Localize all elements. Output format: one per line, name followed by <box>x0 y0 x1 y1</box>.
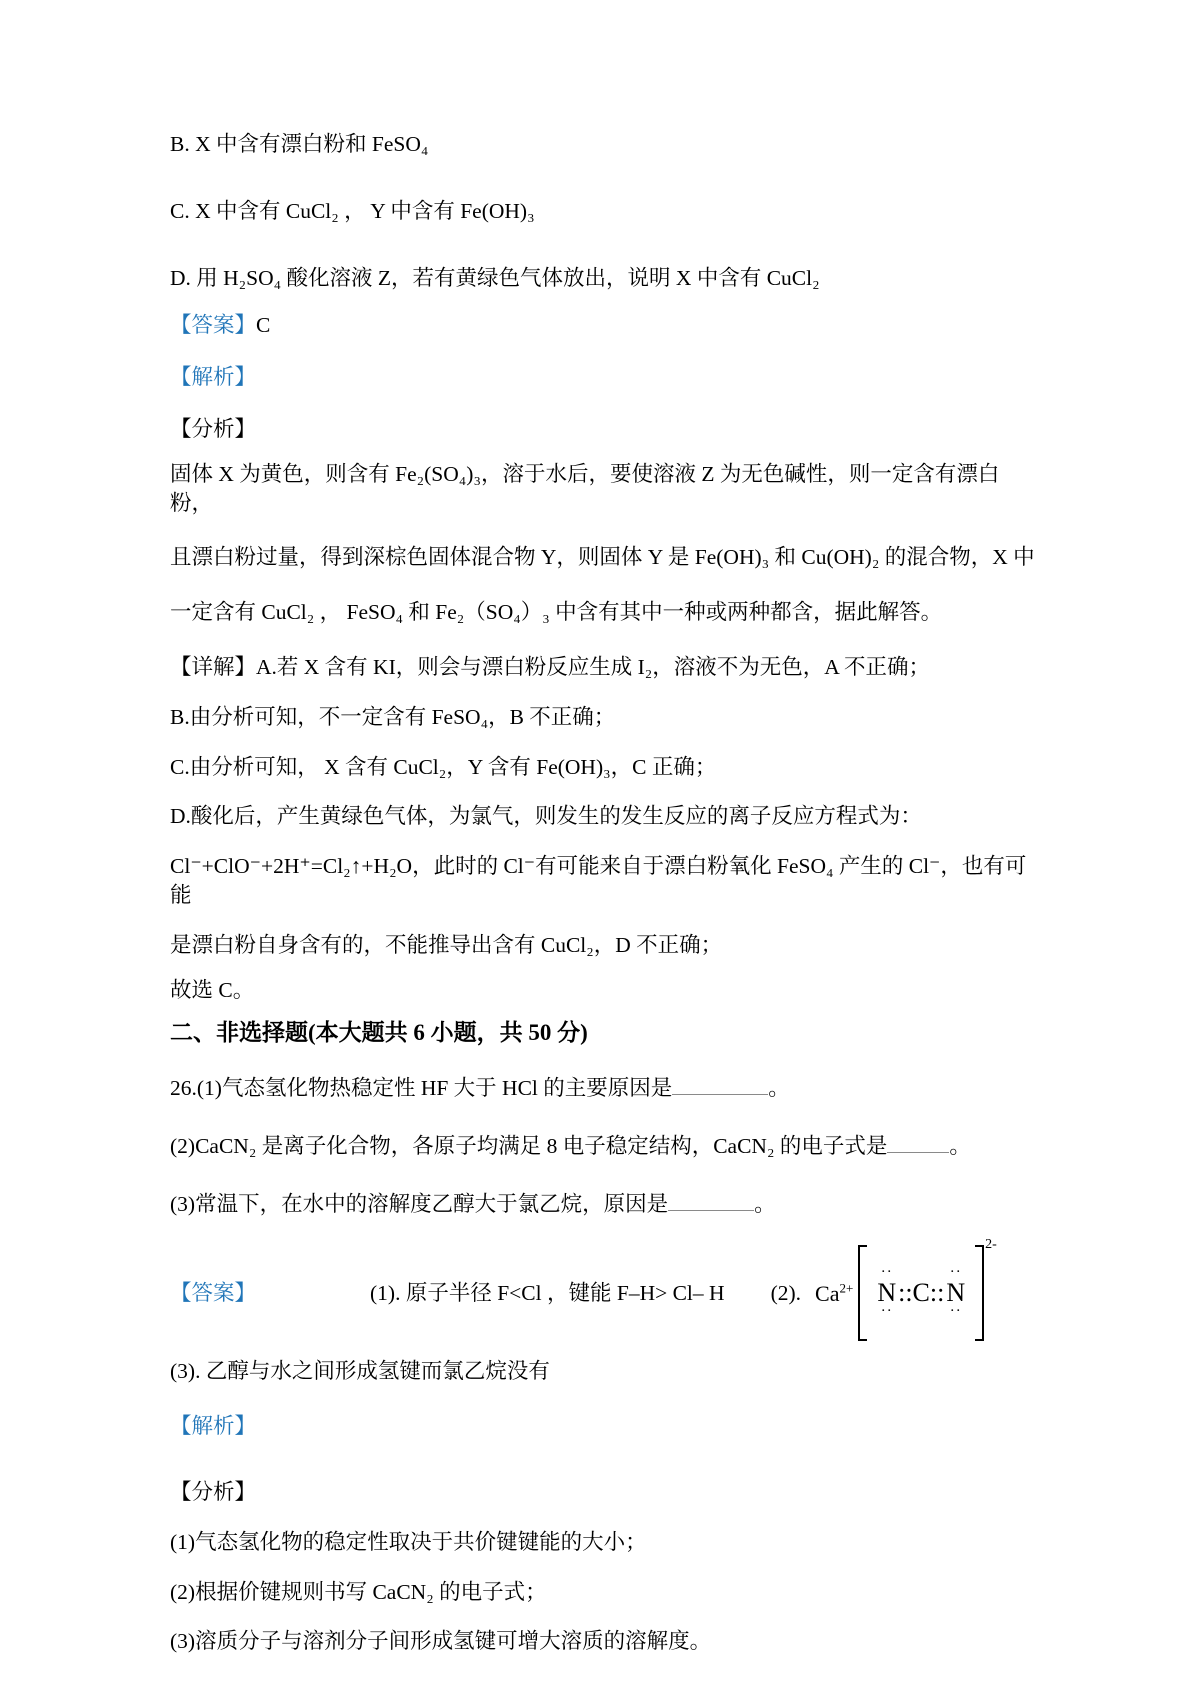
analysis-line: (3)溶质分子与溶剂分子间形成氢键可增大溶质的溶解度。 <box>170 1629 712 1654</box>
lone-pair-dots: ·· <box>880 1308 893 1318</box>
question-26-part2 <box>170 1130 1042 1161</box>
analysis-line: (1)气态氢化物的稳定性取决于共价键键能的大小； <box>170 1529 647 1554</box>
analysis-line: 一定含有 CuCl₂ ， FeSO₄ 和 Fe₂（SO₄）₃ 中含有其中一种或两种都含，据此解答。 <box>170 600 943 625</box>
cation-charge: 2+ <box>839 1280 854 1296</box>
answer-blank <box>672 1072 768 1095</box>
electron-formula <box>815 1237 997 1341</box>
detail-line: Cl⁻+ClO⁻+2H⁺=Cl₂↑+H₂O，此时的 Cl⁻有可能来自于漂白粉氧化 FeSO₄ 产生的 Cl⁻，也有可能 <box>170 854 1027 907</box>
fenxi-label-q26: 【分析】 <box>170 1479 257 1504</box>
calcium-cation <box>815 1279 853 1308</box>
lone-pair-dots: ·· <box>949 1269 962 1279</box>
bond-electrons: ::C:: <box>898 1278 945 1308</box>
answer-line-q26 <box>170 1237 1042 1341</box>
question-text: (3)常温下，在水中的溶解度乙醇大于氯乙烷，原因是 <box>170 1191 669 1216</box>
answer-part1: (1). 原子半径 F<Cl ，键能 F–H> Cl– H <box>370 1280 725 1305</box>
nitrogen-atom <box>877 1269 896 1317</box>
detail-line: D.酸化后，产生黄绿色气体，为氯气，则发生的发生反应的离子反应方程式为： <box>170 804 922 829</box>
question-text: 。 <box>754 1191 776 1216</box>
atom-symbol: N <box>877 1278 897 1308</box>
atom-symbol: N <box>946 1278 966 1308</box>
analysis-line: 固体 X 为黄色，则含有 Fe₂(SO₄)₃，溶于水后，要使溶液 Z 为无色碱性，则一定含有漂白粉， <box>170 461 1000 515</box>
question-26-part1 <box>170 1072 1042 1103</box>
question-text: 。 <box>949 1133 971 1158</box>
answer-value: C <box>256 313 271 338</box>
lone-pair-dots: ·· <box>949 1308 962 1318</box>
anion-structure <box>867 1269 975 1317</box>
question-text: 26.(1)气态氢化物热稳定性 HF 大于 HCl 的主要原因是 <box>170 1076 673 1101</box>
detail-line: C.由分析可知， X 含有 CuCl₂，Y 含有 Fe(OH)₃，C 正确； <box>170 754 717 779</box>
conclusion-line: 故选 C。 <box>170 977 255 1002</box>
answer-blank <box>668 1188 754 1211</box>
left-bracket <box>858 1245 867 1341</box>
answer-label: 【答案】 <box>170 313 257 338</box>
analysis-line: 且漂白粉过量，得到深棕色固体混合物 Y，则固体 Y 是 Fe(OH)₃ 和 Cu(OH)₂ 的混合物，X 中 <box>170 545 1035 570</box>
detail-line: 是漂白粉自身含有的，不能推导出含有 CuCl₂，D 不正确； <box>170 932 723 957</box>
answer-label: 【答案】 <box>170 1280 257 1305</box>
option-c: C. X 中含有 CuCl₂ ， Y 中含有 Fe(OH)₃ <box>170 198 535 223</box>
detail-line: B.由分析可知，不一定含有 FeSO₄，B 不正确； <box>170 704 616 729</box>
cation-symbol: Ca <box>815 1280 840 1306</box>
jiexi-label-q25: 【解析】 <box>170 365 257 390</box>
question-26-part3 <box>170 1188 1042 1219</box>
lone-pair-dots: ·· <box>880 1269 893 1279</box>
answer-part2-prefix: (2). <box>770 1280 802 1305</box>
question-text: 。 <box>768 1076 790 1101</box>
answer-line-q25 <box>170 311 1042 340</box>
nitrogen-atom <box>946 1269 965 1317</box>
option-b: B. X 中含有漂白粉和 FeSO₄ <box>170 132 429 156</box>
detail-line: 【详解】A.若 X 含有 KI，则会与漂白粉反应生成 I₂，溶液不为无色，A 不正确； <box>170 654 930 679</box>
question-text: (2)CaCN₂ 是离子化合物，各原子均满足 8 电子稳定结构，CaCN₂ 的电子式是 <box>170 1133 888 1158</box>
fenxi-label-q25: 【分析】 <box>170 416 257 441</box>
section-heading: 二、非选择题(本大题共 6 小题，共 50 分) <box>170 1020 588 1046</box>
jiexi-label-q26: 【解析】 <box>170 1414 257 1439</box>
right-bracket <box>975 1245 984 1341</box>
option-d: D. 用 H₂SO₄ 酸化溶液 Z，若有黄绿色气体放出，说明 X 中含有 CuCl₂ <box>170 265 820 290</box>
anion-charge: 2- <box>985 1237 997 1253</box>
answer-blank <box>887 1130 949 1153</box>
analysis-line: (2)根据价键规则书写 CaCN₂ 的电子式； <box>170 1579 547 1604</box>
answer-part3: (3). 乙醇与水之间形成氢键而氯乙烷没有 <box>170 1359 550 1384</box>
